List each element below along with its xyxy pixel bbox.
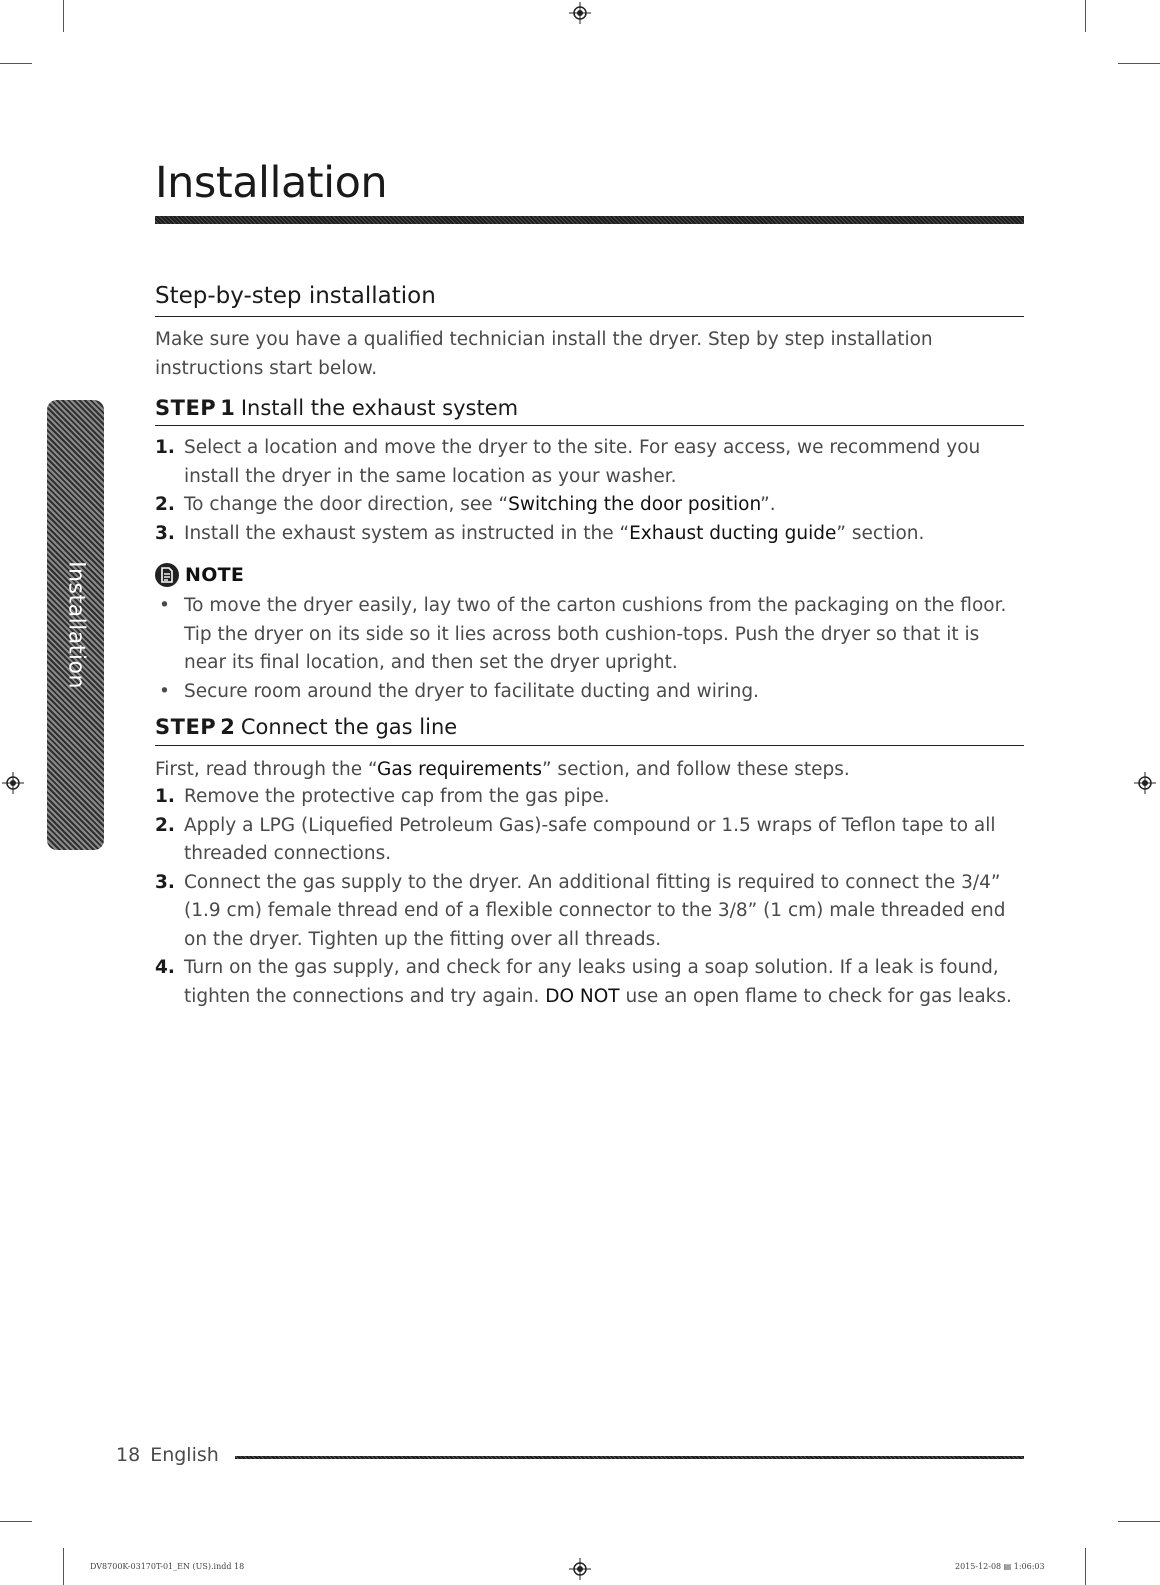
- print-slug-filename: DV8700K-03170T-01_EN (US).indd 18: [90, 1562, 245, 1571]
- list-item: [155, 812, 1025, 869]
- crop-mark: [1118, 1521, 1160, 1522]
- side-tab-label: Installation: [63, 561, 88, 689]
- item-text: To move the dryer easily, lay two of the carton cushions from the packaging on the floor. Tip the dryer on its side so it lies across both cushion-tops. Push the dryer so that it is near its final location, and then set the dryer upright.: [184, 595, 1007, 673]
- cross-reference-link: Exhaust ducting guide: [629, 522, 837, 544]
- step-number: 2: [220, 715, 235, 739]
- step-number: 1: [220, 396, 235, 420]
- step-title: Install the exhaust system: [240, 396, 519, 420]
- section-title: Step-by-step installation: [155, 283, 436, 309]
- step-divider: [155, 425, 1024, 426]
- crop-mark: [1085, 1548, 1086, 1585]
- item-text: ” section.: [836, 522, 925, 544]
- crop-mark: [63, 1548, 64, 1585]
- intro-text: First, read through the “: [155, 759, 377, 780]
- list-item: [155, 783, 1025, 812]
- item-text: Secure room around the dryer to facilitate ducting and wiring.: [184, 680, 759, 702]
- step-word: STEP: [155, 715, 217, 739]
- registration-mark-icon: [569, 2, 591, 24]
- step-2-list: [155, 783, 1025, 1011]
- item-number: 4.: [155, 957, 175, 978]
- item-text: Select a location and move the dryer to the site. For easy access, we recommend you install the dryer in the same location as your washer.: [184, 437, 981, 487]
- item-text: To change the door direction, see “: [184, 494, 509, 515]
- footer-language: English: [150, 1444, 219, 1466]
- item-text: ”.: [760, 494, 776, 515]
- step-divider: [155, 745, 1024, 746]
- registration-mark-icon: [569, 1558, 591, 1580]
- item-text: Apply a LPG (Liquefied Petroleum Gas)-safe compound or 1.5 wraps of Teflon tape to all threaded connections.: [184, 814, 996, 864]
- section-intro: Make sure you have a qualified technician install the dryer. Step by step installation instructions start below.: [155, 329, 933, 379]
- bullet-icon: •: [159, 680, 170, 702]
- step-2-heading: [155, 715, 457, 739]
- list-item: [155, 954, 1025, 1011]
- item-text: use an open flame to check for gas leaks.: [619, 985, 1012, 1007]
- crop-mark: [1118, 63, 1160, 64]
- list-item: [155, 592, 1025, 678]
- side-section-tab: [47, 400, 104, 850]
- list-item: [155, 434, 1025, 491]
- item-text: Install the exhaust system as instructed in the “: [184, 522, 630, 544]
- page-footer: [116, 1444, 219, 1466]
- crop-mark: [1085, 0, 1086, 32]
- list-item: [155, 520, 1025, 549]
- bullet-icon: •: [159, 595, 170, 616]
- crop-mark: [63, 0, 64, 32]
- intro-text: ” section, and follow these steps.: [541, 759, 850, 780]
- crop-mark: [0, 63, 32, 64]
- step-word: STEP: [155, 396, 217, 420]
- step-title: Connect the gas line: [240, 715, 458, 739]
- step-2-intro: [155, 755, 1025, 784]
- footer-rule: [235, 1456, 1024, 1459]
- print-slug-timestamp: 2015-12-08 ▤ 1:06:03: [955, 1562, 1045, 1571]
- item-number: 3.: [155, 871, 175, 893]
- page-number: 18: [116, 1444, 141, 1466]
- note-heading: [155, 563, 244, 587]
- item-number: 3.: [155, 522, 175, 544]
- page-title: Installation: [155, 158, 388, 208]
- list-item: [155, 678, 1025, 707]
- list-item: [155, 491, 1025, 520]
- item-number: 1.: [155, 786, 175, 807]
- item-number: 1.: [155, 437, 175, 458]
- registration-mark-icon: [1134, 772, 1156, 794]
- list-item: [155, 869, 1025, 955]
- note-label: NOTE: [185, 564, 245, 586]
- cross-reference-link: Gas requirements: [376, 759, 542, 780]
- note-bullet-list: [155, 592, 1025, 706]
- cross-reference-link: Switching the door position: [508, 494, 761, 515]
- item-text: Remove the protective cap from the gas pipe.: [184, 786, 610, 807]
- item-number: 2.: [155, 494, 175, 515]
- step-1-list: [155, 434, 1025, 548]
- item-text: Connect the gas supply to the dryer. An additional fitting is required to connect the 3/4” (1.9 cm) female thread end of a flexible connector to the 3/8” (1 cm) male threaded end on the dryer. Tighten up the fitting over all threads.: [184, 871, 1006, 950]
- warning-text: DO NOT: [545, 985, 620, 1007]
- registration-mark-icon: [2, 772, 24, 794]
- item-text: Turn on the gas supply, and check for any leaks using a soap solution. If a leak is found, tighten the connections and try again.: [184, 957, 999, 1007]
- title-underline-bar: [155, 216, 1024, 224]
- note-icon: [155, 563, 179, 587]
- crop-mark: [0, 1521, 32, 1522]
- section-divider: [155, 316, 1024, 317]
- step-1-heading: [155, 396, 518, 420]
- item-number: 2.: [155, 814, 175, 836]
